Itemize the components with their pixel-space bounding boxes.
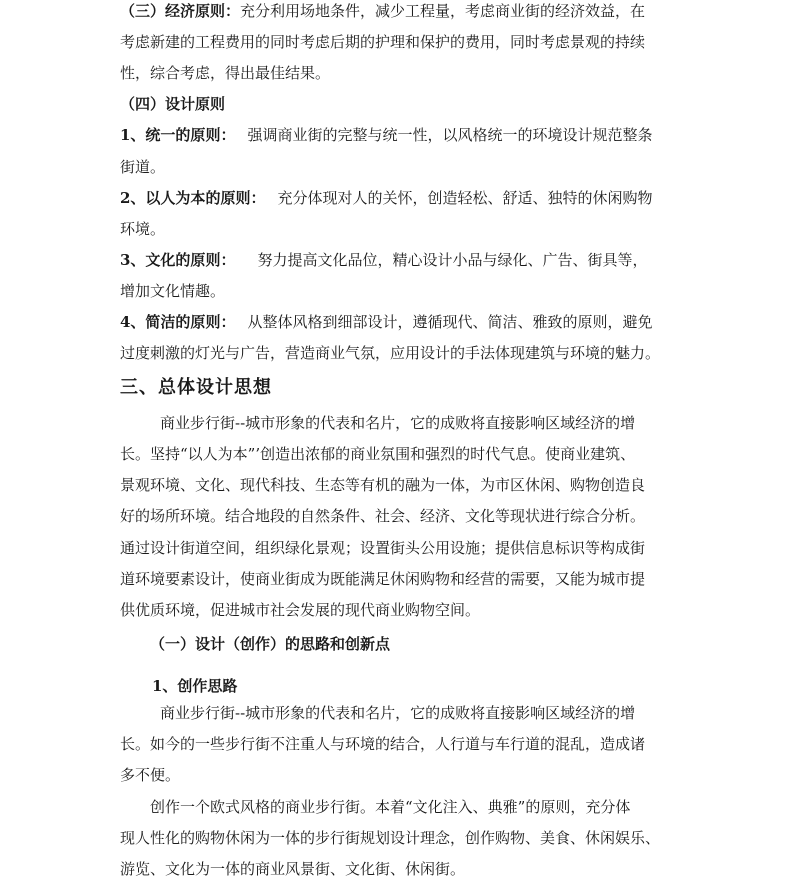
principle-1-label: 1、统一的原则： <box>120 126 236 144</box>
chapter-3-para-line-6: 道环境要素设计，使商业街成为既能满足休闲购物和经营的需要，又能为城市提 <box>120 570 646 588</box>
design-principle-heading: （四）设计原则 <box>120 95 226 113</box>
principle-2-line-2: 环境。 <box>120 220 166 238</box>
principle-1-text-1: 强调商业街的完整与统一性，以风格统一的环境设计规范整条 <box>247 126 653 144</box>
chapter-3-para-line-2: 长。坚持“以人为本”’创造出浓郁的商业氛围和强烈的时代气息。使商业建筑、 <box>120 445 636 463</box>
creative-para2-line-1: 创作一个欧式风格的商业步行街。本着“文化注入、典雅”的原则，充分体 <box>150 798 631 816</box>
principle-4-text-1: 从整体风格到细部设计，遵循现代、简洁、雅致的原则，避免 <box>247 313 653 331</box>
creative-para2-line-3: 游览、文化为一体的商业风景街、文化街、休闲街。 <box>120 860 466 878</box>
principle-4-line-1 <box>120 312 652 332</box>
principle-4-label: 4、简洁的原则： <box>120 313 236 331</box>
chapter-3-para-line-5: 通过设计街道空间，组织绿化景观；设置街头公用设施；提供信息标识等构成街 <box>120 539 646 557</box>
principle-2-label: 2、以人为本的原则： <box>120 189 266 207</box>
principle-3-text-1: 努力提高文化品位，精心设计小品与绿化、广告、街具等， <box>257 251 648 269</box>
creative-para2-line-2: 现人性化的购物休闲为一体的步行街规划设计理念，创作购物、美食、休闲娱乐、 <box>120 829 661 847</box>
creative-para1-line-2: 长。如今的一些步行街不注重人与环境的结合，人行道与车行道的混乱，造成诸 <box>120 735 646 753</box>
chapter-3-para-line-7: 供优质环境，促进城市社会发展的现代商业购物空间。 <box>120 601 481 619</box>
econ-principle-line-1 <box>120 1 645 21</box>
econ-principle-label: （三）经济原则： <box>120 2 241 20</box>
chapter-3-para-line-1: 商业步行街--城市形象的代表和名片，它的成败将直接影响区域经济的增 <box>160 414 636 432</box>
econ-principle-line-3: 性，综合考虑，得出最佳结果。 <box>120 64 331 82</box>
econ-principle-text-1: 充分利用场地条件，减少工程量，考虑商业街的经济效益，在 <box>240 2 646 20</box>
chapter-3-para-line-4: 好的场所环境。结合地段的自然条件、社会、经济、文化等现状进行综合分析。 <box>120 507 646 525</box>
chapter-3-heading: 三、总体设计思想 <box>120 377 272 398</box>
principle-4-line-2: 过度刺激的灯光与广告，营造商业气氛，应用设计的手法体现建筑与环境的魅力。 <box>120 344 661 362</box>
creative-para1-line-3: 多不便。 <box>120 766 181 784</box>
principle-1-line-2: 街道。 <box>120 158 166 176</box>
principle-3-label: 3、文化的原则： <box>120 251 236 269</box>
econ-principle-line-2: 考虑新建的工程费用的同时考虑后期的护理和保护的费用，同时考虑景观的持续 <box>120 33 646 51</box>
creative-para1-line-1: 商业步行街--城市形象的代表和名片，它的成败将直接影响区域经济的增 <box>160 704 636 722</box>
principle-3-line-1 <box>120 250 647 270</box>
principle-3-line-2: 增加文化情趣。 <box>120 282 226 300</box>
creative-idea-heading: 1、创作思路 <box>152 677 238 695</box>
chapter-3-para-line-3: 景观环境、文化、现代科技、生态等有机的融为一体，为市区休闲、购物创造良 <box>120 476 646 494</box>
design-ideas-heading: （一）设计（创作）的思路和创新点 <box>150 635 391 653</box>
principle-2-text-1: 充分体现对人的关怀，创造轻松、舒适、独特的休闲购物 <box>277 189 653 207</box>
principle-1-line-1 <box>120 125 652 145</box>
principle-2-line-1 <box>120 188 652 208</box>
